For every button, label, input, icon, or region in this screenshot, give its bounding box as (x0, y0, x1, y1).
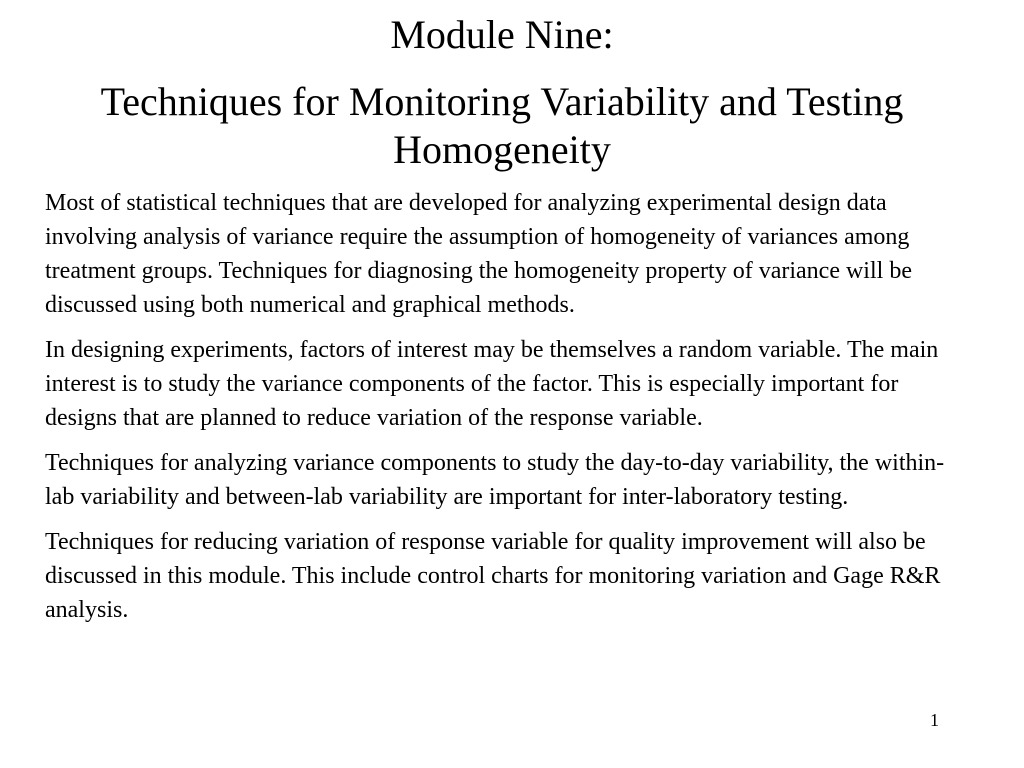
paragraph-variance-components: Techniques for analyzing variance components to study the day-to-day variability, the within-lab variability and between-lab variability are important for inter-laboratory testing. (45, 450, 945, 510)
page-number: 1 (930, 710, 939, 730)
module-title: Module Nine: (390, 12, 614, 57)
module-subtitle: Techniques for Monitoring Variability and Testing Homogeneity (100, 79, 904, 172)
paragraph-random-factors: In designing experiments, factors of interest may be themselves a random variable. The main interest is to study the variance components of the factor. This is especially important for designs that are planned to reduce variation of the response variable. (45, 337, 939, 431)
slide-body (45, 186, 960, 638)
paragraph-quality-improvement: Techniques for reducing variation of response variable for quality improvement will also be discussed in this module. This include control charts for monitoring variation and Gage R&R analysis. (45, 529, 941, 623)
paragraph-assumption: Most of statistical techniques that are developed for analyzing experimental design data involving analysis of variance require the assumption of homogeneity of variances among treatment groups. Techniques for diagnosing the homogeneity property of variance will be discussed using both numerical and graphical methods. (45, 190, 912, 318)
